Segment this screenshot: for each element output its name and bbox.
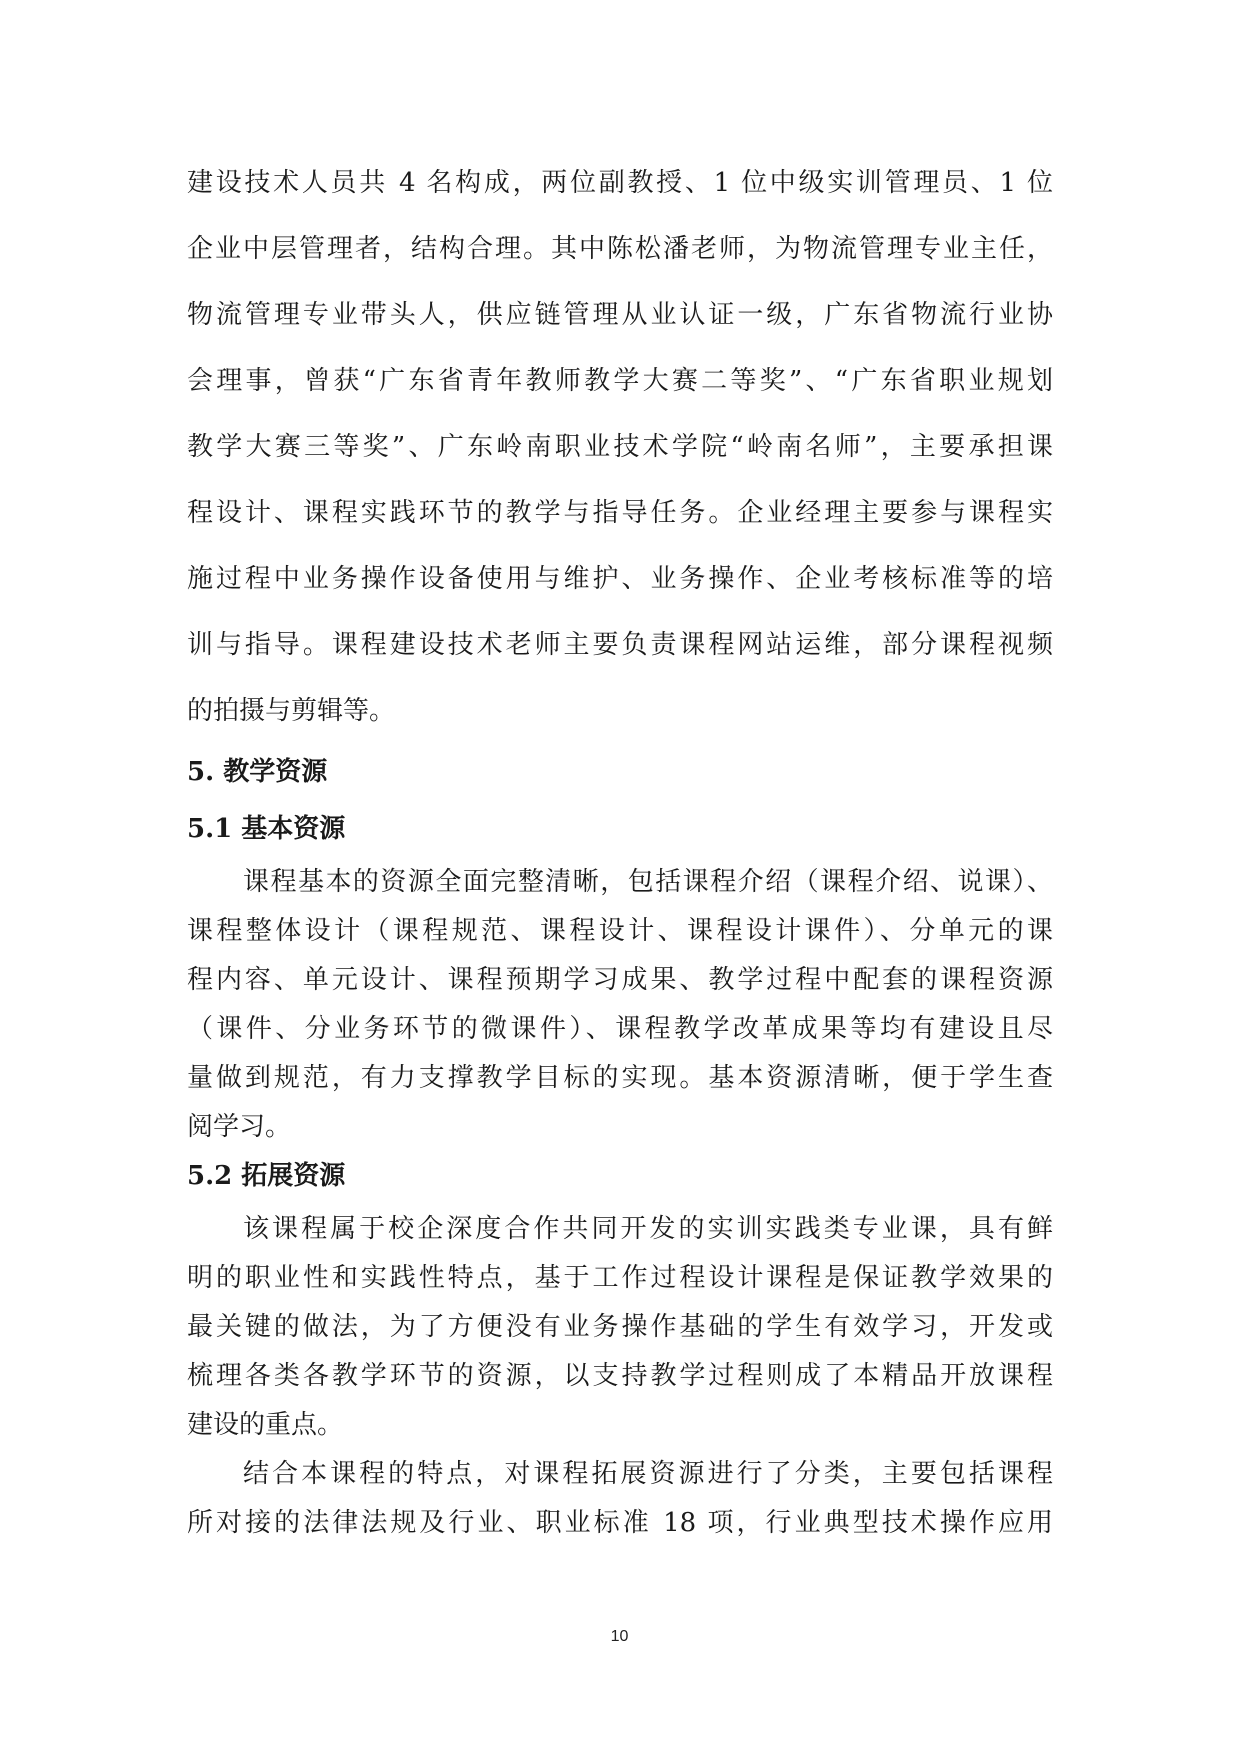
text-line: 物流管理专业带头人，供应链管理从业认证一级，广东省物流行业协	[187, 300, 1053, 330]
text-line: 梳理各类各教学环节的资源，以支持教学过程则成了本精品开放课程	[187, 1361, 1053, 1391]
text-line: 阅学习。	[187, 1112, 292, 1142]
text-line: 该课程属于校企深度合作共同开发的实训实践类专业课，具有鲜	[243, 1214, 1053, 1244]
paragraph-basic-resources	[187, 858, 1053, 1152]
page-content	[187, 150, 1053, 1548]
text-line: 施过程中业务操作设备使用与维护、业务操作、企业考核标准等的培	[187, 564, 1053, 594]
text-line: 会理事，曾获“广东省青年教师教学大赛二等奖”、“广东省职业规划	[187, 366, 1053, 396]
text-line: 结合本课程的特点，对课程拓展资源进行了分类，主要包括课程	[243, 1459, 1053, 1489]
paragraph-extended-resources-2	[187, 1450, 1053, 1548]
paragraph-team-description	[187, 150, 1053, 744]
page-number: 10	[610, 1628, 629, 1645]
text-line: 训与指导。课程建设技术老师主要负责课程网站运维，部分课程视频	[187, 630, 1053, 660]
text-line: 企业中层管理者，结构合理。其中陈松潘老师，为物流管理专业主任，	[187, 234, 1053, 264]
text-line: 明的职业性和实践性特点，基于工作过程设计课程是保证教学效果的	[187, 1263, 1053, 1293]
text-line: 建设技术人员共 4 名构成，两位副教授、1 位中级实训管理员、1 位	[187, 168, 1053, 198]
text-line: 程内容、单元设计、课程预期学习成果、教学过程中配套的课程资源	[187, 965, 1053, 995]
text-line: 最关键的做法，为了方便没有业务操作基础的学生有效学习，开发或	[187, 1312, 1053, 1342]
text-line: 建设的重点。	[187, 1410, 344, 1440]
section-heading-basic-resources: 5.1 基本资源	[187, 814, 346, 844]
text-line: 量做到规范，有力支撑教学目标的实现。基本资源清晰，便于学生查	[187, 1063, 1053, 1093]
text-line: 程设计、课程实践环节的教学与指导任务。企业经理主要参与课程实	[187, 498, 1053, 528]
paragraph-extended-resources-1	[187, 1205, 1053, 1450]
text-line: 课程基本的资源全面完整清晰，包括课程介绍（课程介绍、说课）、	[243, 867, 1053, 897]
text-line: 课程整体设计（课程规范、课程设计、课程设计课件）、分单元的课	[187, 916, 1053, 946]
text-line: 所对接的法律法规及行业、职业标准 18 项，行业典型技术操作应用	[187, 1508, 1053, 1538]
text-line: 的拍摄与剪辑等。	[187, 696, 396, 726]
text-line: （课件、分业务环节的微课件）、课程教学改革成果等均有建设且尽	[187, 1014, 1053, 1044]
section-heading-extended-resources: 5.2 拓展资源	[187, 1161, 346, 1191]
section-heading-teaching-resources: 5. 教学资源	[187, 757, 328, 787]
text-line: 教学大赛三等奖”、广东岭南职业技术学院“岭南名师”，主要承担课	[187, 432, 1053, 462]
